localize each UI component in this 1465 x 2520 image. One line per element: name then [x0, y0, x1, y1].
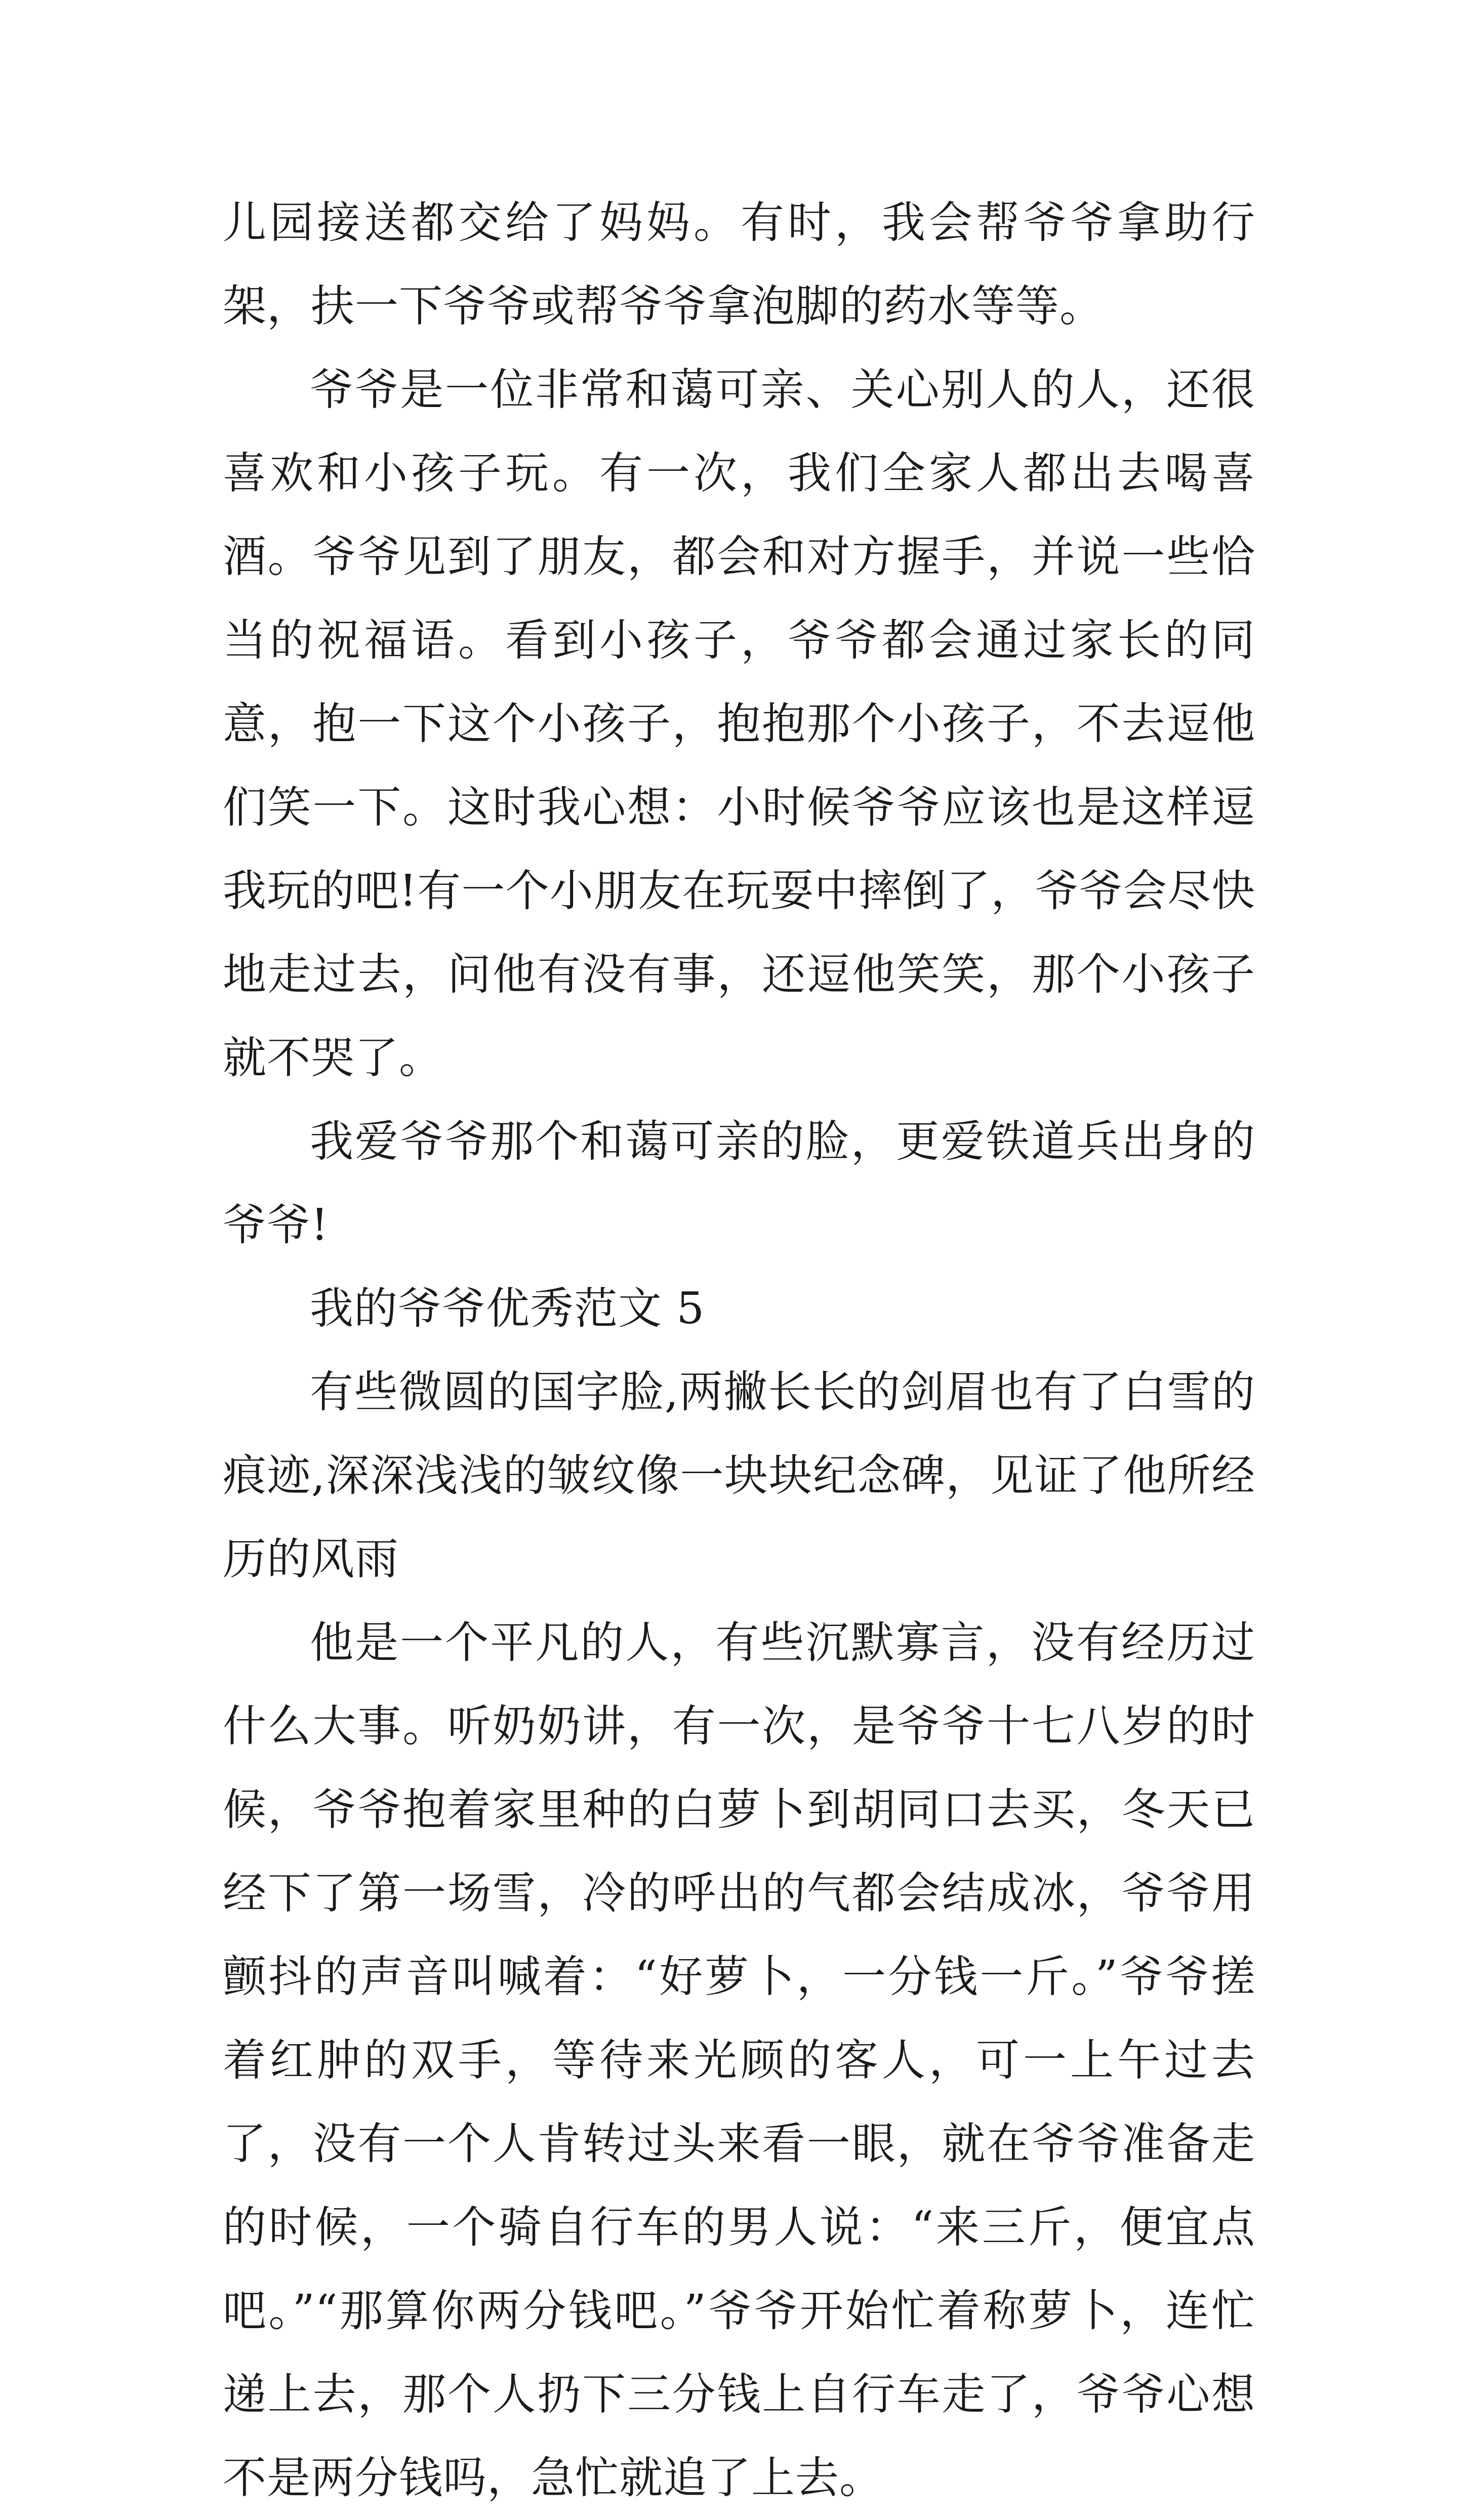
paragraph-face: 有些微圆的国字脸,两撇长长的剑眉也有了白雪的痕迹,深深浅浅的皱纹像一块块纪念碑，见证了他所经历的风雨: [223, 1367, 1255, 1584]
paragraph-grandpa-kind: 爷爷是一位非常和蔼可亲、关心别人的人，还很喜欢和小孩子玩。有一次，我们全家人都出去喝喜酒。爷爷见到了朋友，都会和对方握手，并说一些恰当的祝福语。看到小孩子，爷爷都会通过家长的同意，抱一下这个小孩子，抱抱那个小孩子，不去逗他们笑一下。这时我心想：小时候爷爷应该也是这样逗我玩的吧!有一个小朋友在玩耍中摔倒了，爷爷会尽快地走过去，问他有没有事，还逗他笑笑，那个小孩子就不哭了。: [223, 364, 1255, 1083]
section-heading: 我的爷爷优秀范文 5: [310, 1283, 705, 1334]
document-body: [223, 181, 1255, 2520]
paragraph-continued: 儿园接送都交给了妈妈。有时，我会帮爷爷拿助行架，扶一下爷爷或帮爷爷拿泡脚的药水等等。: [223, 197, 1255, 332]
paragraph-love-grandpa: 我爱爷爷那个和蔼可亲的脸，更爱铁道兵出身的爷爷!: [223, 1116, 1255, 1250]
paragraph-radish-story: 他是一个平凡的人，有些沉默寡言，没有经历过什么大事。听奶奶讲，有一次，是爷爷十七八岁的时候，爷爷抱着家里种的白萝卜到胡同口去买，冬天已经下了第一场雪，冷的呼出的气都会结成冰，爷爷用颤抖的声音叫喊着：“好萝卜，一分钱一斤。”爷爷搓着红肿的双手，等待来光顾的客人，可一上午过去了，没有一个人肯转过头来看一眼，就在爷爷准备走的时候，一个骑自行车的男人说：“来三斤，便宜点吧。”“那算你两分钱吧。”爷爷开始忙着称萝卜，连忙递上去，那个人扔下三分钱上自行车走了，爷爷心想不是两分钱吗，急忙就追了上去。: [223, 1617, 1255, 2503]
